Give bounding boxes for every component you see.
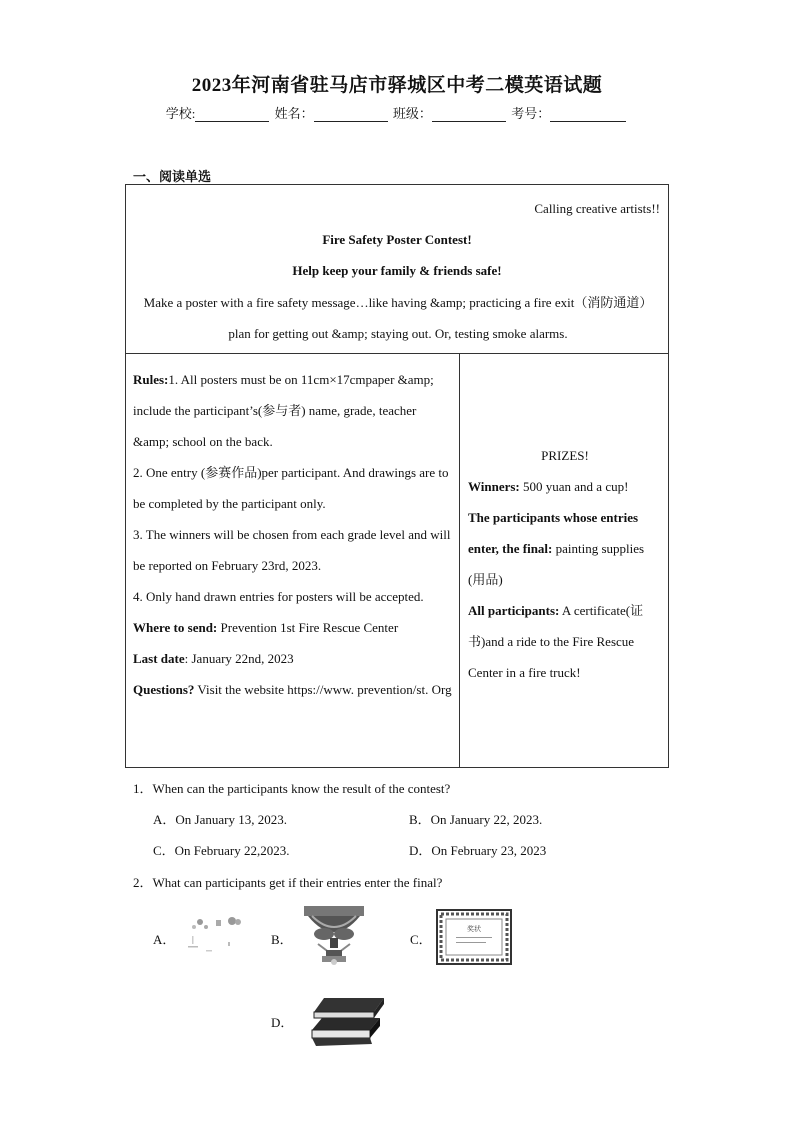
- final-value: painting supplies (用品): [468, 541, 645, 587]
- q1-option-d[interactable]: D．On February 23, 2023: [409, 843, 547, 858]
- last-date: [133, 643, 453, 674]
- poster-header-cell: [126, 185, 669, 354]
- calling-text: Calling creative artists!!: [534, 201, 660, 216]
- rule-2: 2. One entry (参赛作品)per participant. And drawings are to be completed by the participant only.: [133, 465, 449, 511]
- painting-supplies-icon[interactable]: [180, 908, 246, 958]
- rule-1-text: 1. All posters must be on 11cm×17cmpaper &amp; include the participant’s(参与者) name, grade, teacher &amp; school on the back.: [133, 372, 434, 449]
- rules-cell: [126, 354, 460, 768]
- contest-slogan: Help keep your family & friends safe!: [292, 263, 502, 278]
- class-blank[interactable]: [432, 107, 506, 122]
- all-value: A certificate(证书)and a ride to the Fire Rescue Center in a fire truck!: [468, 603, 644, 680]
- final-prize: [468, 502, 662, 595]
- winners-prize: [468, 471, 662, 502]
- where-to-send: [133, 612, 453, 643]
- last-value: : January 22nd, 2023: [184, 651, 294, 666]
- prizes-cell: [460, 354, 669, 768]
- q1-option-a[interactable]: A．On January 13, 2023.: [153, 812, 287, 827]
- section-title: 一、阅读单选: [133, 169, 212, 184]
- q2-option-c[interactable]: C．: [410, 932, 432, 947]
- page-title: 2023年河南省驻马店市驿城区中考二模英语试题: [191, 75, 603, 96]
- q2-option-b[interactable]: B．: [271, 932, 293, 947]
- winners-value: 500 yuan and a cup!: [519, 479, 629, 494]
- all-label: All participants:: [468, 603, 560, 618]
- student-info-line: [0, 103, 794, 122]
- rule-3: 3. The winners will be chosen from each grade level and will be reported on February 23rd, 2023.: [133, 527, 451, 573]
- final-label: The participants whose entries enter, the final:: [468, 510, 639, 556]
- questions-value: Visit the website https://www. prevention/st. Org: [194, 682, 452, 697]
- number-blank[interactable]: [550, 107, 626, 122]
- q2-option-d[interactable]: D．: [271, 1015, 294, 1030]
- prizes-heading: PRIZES!: [541, 448, 589, 463]
- contest-title: Fire Safety Poster Contest!: [322, 232, 472, 247]
- where-label: Where to send:: [133, 620, 218, 635]
- last-label: Last date: [133, 651, 185, 666]
- rule-4: 4. Only hand drawn entries for posters will be accepted.: [133, 589, 424, 604]
- class-label: 班级：: [392, 106, 432, 121]
- school-label: 学校:: [165, 106, 196, 121]
- questions-info: [133, 674, 453, 705]
- where-value: Prevention 1st Fire Rescue Center: [217, 620, 399, 635]
- rule-1: [133, 364, 453, 457]
- question-1: 1．When can the participants know the result of the contest?: [133, 781, 451, 796]
- trophy-cup-icon[interactable]: [298, 904, 370, 966]
- books-icon[interactable]: [308, 994, 388, 1048]
- name-label: 姓名：: [274, 106, 314, 121]
- q1-option-c[interactable]: C．On February 22,2023.: [153, 843, 290, 858]
- questions-label: Questions?: [133, 682, 195, 697]
- certificate-title-text: 奖状: [467, 925, 481, 933]
- school-blank[interactable]: [195, 107, 269, 122]
- rules-label: Rules:: [133, 372, 169, 387]
- name-blank[interactable]: [314, 107, 388, 122]
- q1-option-b[interactable]: B．On January 22, 2023.: [409, 812, 543, 827]
- poster-table: [125, 184, 669, 768]
- winners-label: Winners:: [468, 479, 520, 494]
- number-label: 考号：: [511, 106, 551, 121]
- all-prize: [468, 595, 662, 688]
- certificate-icon[interactable]: [436, 909, 512, 965]
- contest-intro: Make a poster with a fire safety message…like having &amp; practicing a fire exit（消防通道）plan for getting out &amp; staying out. Or, testing smoke alarms.: [143, 295, 653, 341]
- question-2: 2．What can participants get if their entries enter the final?: [133, 875, 443, 890]
- q2-option-a[interactable]: A．: [153, 932, 176, 947]
